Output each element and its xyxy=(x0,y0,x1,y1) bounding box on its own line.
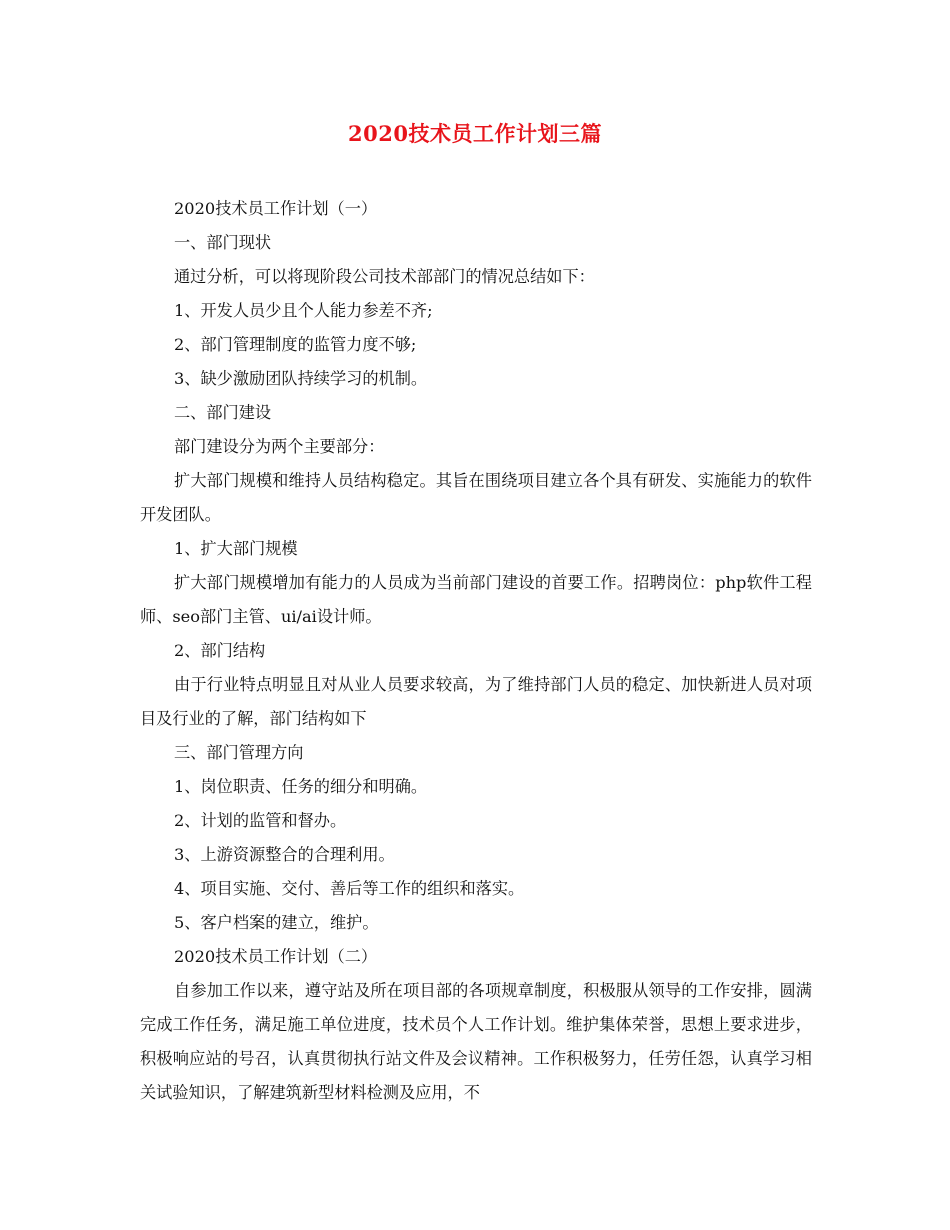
paragraph: 1、岗位职责、任务的细分和明确。 xyxy=(174,777,428,796)
paragraph: 1、开发人员少且个人能力参差不齐; xyxy=(174,301,433,320)
paragraph: 3、缺少激励团队持续学习的机制。 xyxy=(174,369,428,388)
paragraph: 二、部门建设 xyxy=(174,403,272,422)
paragraph: 部门建设分为两个主要部分： xyxy=(174,437,385,456)
paragraph: 扩大部门规模增加有能力的人员成为当前部门建设的首要工作。招聘岗位：php软件工程师、seo部门主管、ui/ai设计师。 xyxy=(140,573,812,626)
paragraph: 三、部门管理方向 xyxy=(174,743,304,762)
paragraph: 2、计划的监管和督办。 xyxy=(174,811,347,830)
paragraph: 3、上游资源整合的合理利用。 xyxy=(174,845,395,864)
paragraph: 5、客户档案的建立，维护。 xyxy=(174,913,379,932)
paragraph: 通过分析，可以将现阶段公司技术部部门的情况总结如下： xyxy=(174,267,595,286)
paragraph: 2020技术员工作计划（二） xyxy=(174,947,378,966)
document-title: 2020技术员工作计划三篇 xyxy=(348,121,602,146)
paragraph: 一、部门现状 xyxy=(174,233,272,252)
paragraph: 由于行业特点明显且对从业人员要求较高，为了维持部门人员的稳定、加快新进人员对项目及行业的了解，部门结构如下 xyxy=(140,675,812,728)
paragraph: 1、扩大部门规模 xyxy=(174,539,298,558)
paragraph: 2、部门结构 xyxy=(174,641,266,660)
paragraph: 扩大部门规模和维持人员结构稳定。其旨在围绕项目建立各个具有研发、实施能力的软件开发团队。 xyxy=(140,471,812,524)
paragraph: 2、部门管理制度的监管力度不够; xyxy=(174,335,417,354)
paragraph: 2020技术员工作计划（一） xyxy=(174,199,378,218)
paragraph: 4、项目实施、交付、善后等工作的组织和落实。 xyxy=(174,879,525,898)
paragraph: 自参加工作以来，遵守站及所在项目部的各项规章制度，积极服从领导的工作安排，圆满完成工作任务，满足施工单位进度，技术员个人工作计划。维护集体荣誉，思想上要求进步，积极响应站的号召，认真贯彻执行站文件及会议精神。工作积极努力，任劳任怨，认真学习相关试验知识，了解建筑新型材料检测及应用，不 xyxy=(140,981,812,1102)
document-body xyxy=(140,192,812,1110)
